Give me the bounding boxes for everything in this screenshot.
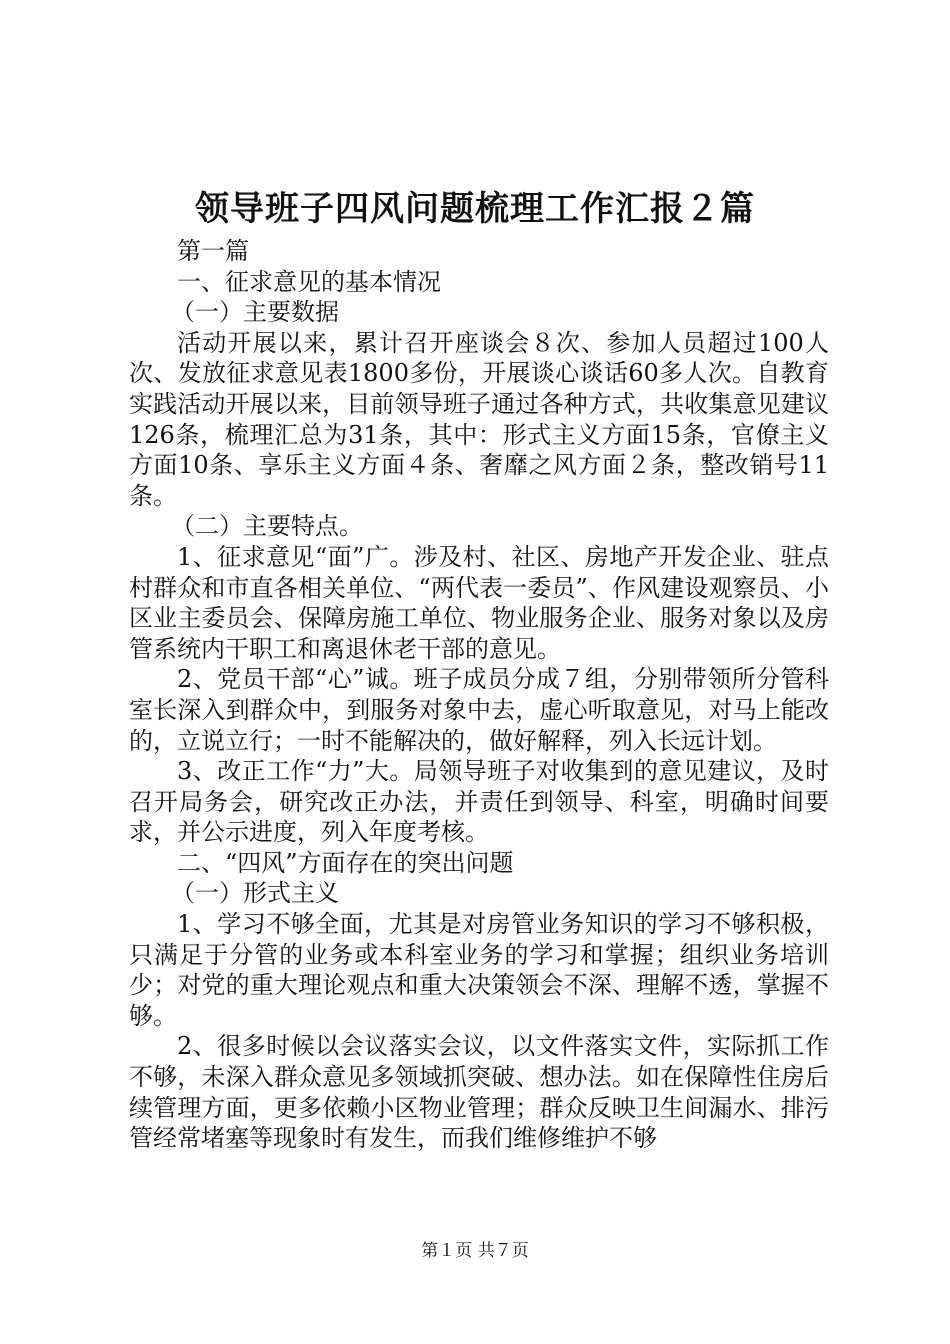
paragraph: 3、改正工作“力”大。局领导班子对收集到的意见建议，及时召开局务会，研究改正办法，并责任到领导、科室，明确时间要求，并公示进度，列入年度考核。: [129, 757, 829, 847]
page-footer: 第１页 共７页: [421, 1241, 529, 1261]
document-body: [129, 236, 829, 1154]
paragraph: 2、党员干部“心”诚。班子成员分成７组，分别带领所分管科室长深入到群众中，到服务对象中去，虚心听取意见，对马上能改的，立说立行；一时不能解决的，做好解释，列入长远计划。: [129, 665, 829, 755]
subsection-heading: （一）形式主义: [171, 879, 339, 908]
paragraph: 活动开展以来，累计召开座谈会８次、参加人员超过100人次、发放征求意见表1800多份，开展谈心谈话60多人次。自教育实践活动开展以来，目前领导班子通过各种方式，共收集意见建议126条，梳理汇总为31条，其中：形式主义方面15条，官僚主义方面10条、享乐主义方面４条、奢靡之风方面２条，整改销号11条。: [129, 328, 829, 510]
paragraph: 2、很多时候以会议落实会议，以文件落实文件，实际抓工作不够，未深入群众意见多领域抓突破、想办法。如在保障性住房后续管理方面，更多依赖小区物业管理；群众反映卫生间漏水、排污管经常堵塞等现象时有发生，而我们维修维护不够: [129, 1032, 829, 1153]
section-heading: 二、“四风”方面存在的突出问题: [177, 848, 514, 877]
part-label: 第一篇: [177, 237, 249, 265]
paragraph: 1、学习不够全面，尤其是对房管业务知识的学习不够积极，只满足于分管的业务或本科室业务的学习和掌握；组织业务培训少；对党的重大理论观点和重大决策领会不深、理解不透，掌握不够。: [129, 910, 829, 1030]
subsection-heading: （一）主要数据: [171, 298, 339, 327]
paragraph: 1、征求意见“面”广。涉及村、社区、房地产开发企业、驻点村群众和市直各相关单位、“两代表一委员”、作风建设观察员、小区业主委员会、保障房施工单位、物业服务企业、服务对象以及房管系统内干职工和离退休老干部的意见。: [129, 542, 829, 663]
document-title: 领导班子四风问题梳理工作汇报２篇: [195, 189, 755, 229]
section-heading: 一、征求意见的基本情况: [177, 267, 441, 296]
subsection-heading: （二）主要特点。: [171, 512, 363, 541]
